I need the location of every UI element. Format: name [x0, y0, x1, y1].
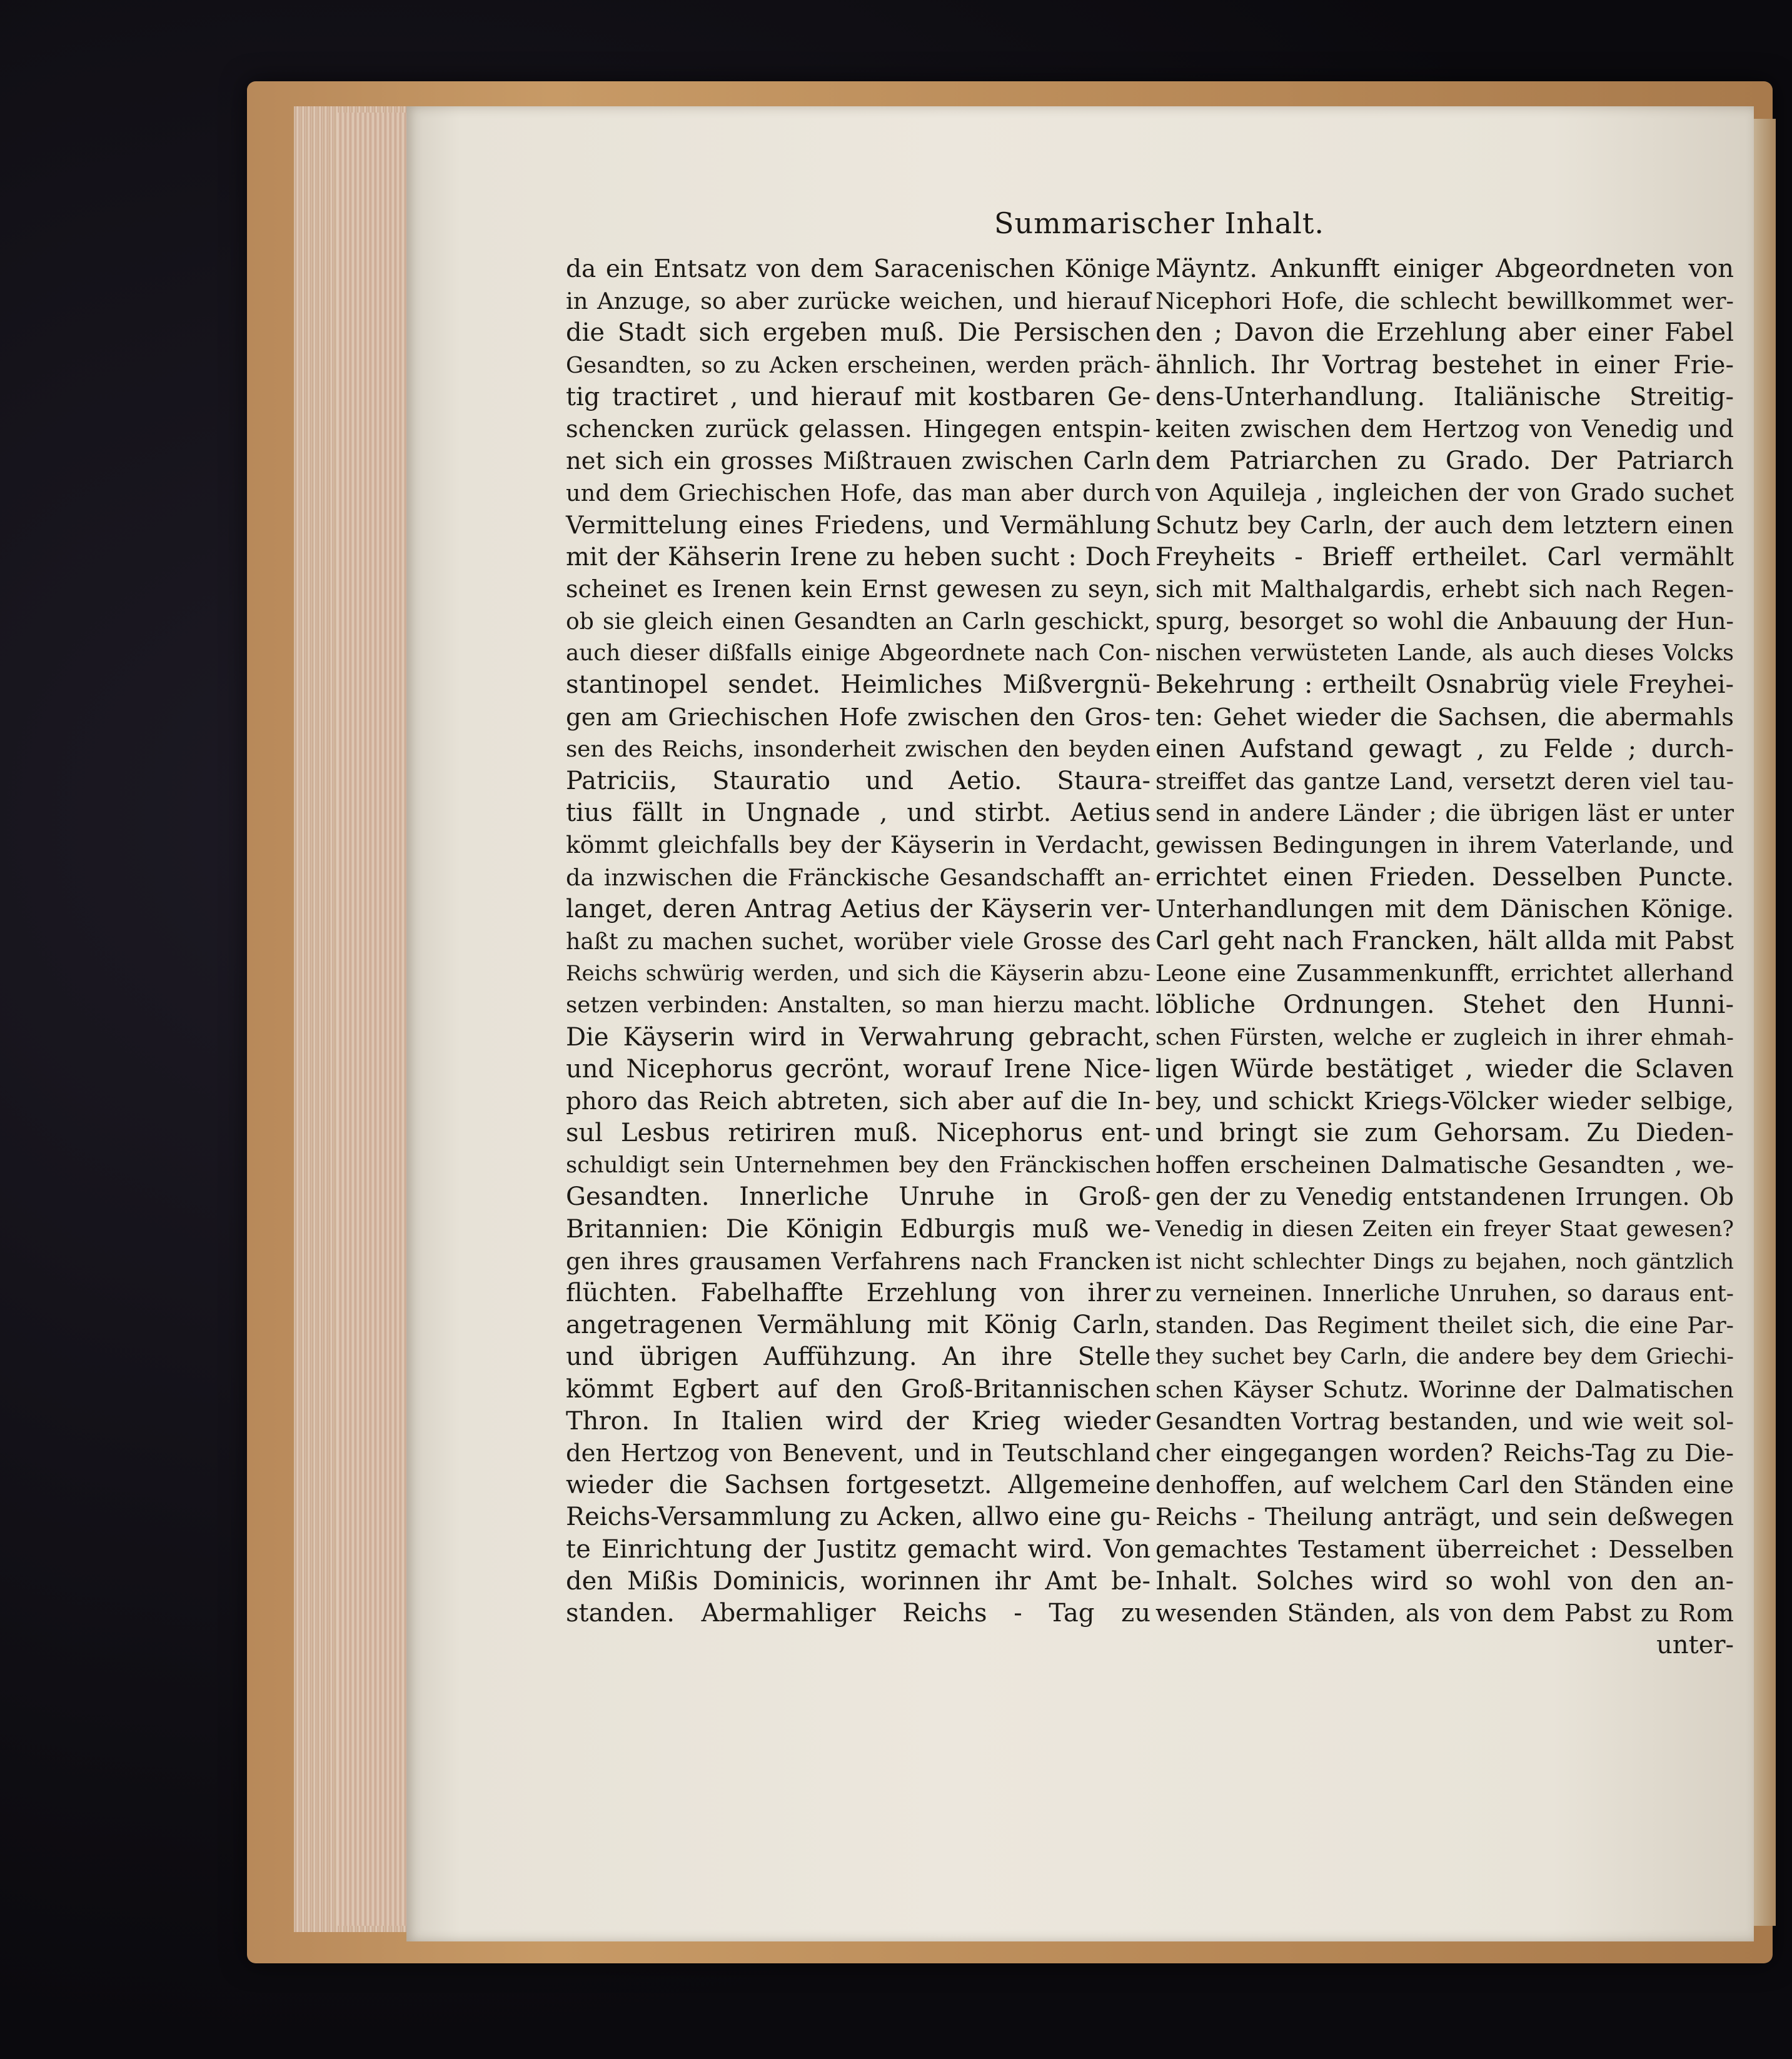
text-line: und übrigen Auffühzung. An ihre Stelle: [566, 1342, 1150, 1372]
text-line: streiffet das gantze Land, versetzt deren viel tau-: [1155, 768, 1734, 795]
text-line: gen der zu Venedig entstandenen Irrungen. Ob: [1155, 1183, 1734, 1211]
text-line: ligen Würde bestätiget , wieder die Sclaven: [1155, 1054, 1734, 1084]
text-line: von Aquileja , ingleichen der von Grado suchet: [1155, 479, 1734, 507]
text-line: gewissen Bedingungen in ihrem Vaterlande, und: [1155, 832, 1734, 859]
text-line: Patriciis, Stauratio und Aetio. Staura-: [566, 767, 1150, 795]
text-line: tius fällt in Ungnade , und stirbt. Aetius: [566, 798, 1150, 828]
text-line: angetragenen Vermählung mit König Carln,: [566, 1311, 1150, 1340]
text-line: schuldigt sein Unternehmen bey den Fränckischen: [566, 1152, 1150, 1179]
text-line: denhoffen, auf welchem Carl den Ständen eine: [1155, 1471, 1734, 1499]
text-line: bey, und schickt Kriegs-Völcker wieder selbige,: [1155, 1087, 1734, 1115]
text-line: sul Lesbus retiriren muß. Nicephorus ent-: [566, 1119, 1150, 1148]
text-line: Mäyntz. Ankunfft einiger Abgeordneten von: [1155, 254, 1734, 283]
text-line: Leone eine Zusammenkunfft, errichtet allerhand: [1155, 960, 1734, 987]
text-line: te Einrichtung der Justitz gemacht wird. Von: [566, 1534, 1150, 1564]
text-line: Bekehrung : ertheilt Osnabrüg viele Freyhei-: [1155, 670, 1734, 700]
text-line: Thron. In Italien wird der Krieg wieder: [566, 1406, 1150, 1436]
text-line: die Stadt sich ergeben muß. Die Persischen: [566, 318, 1150, 348]
text-line: da ein Entsatz von dem Saracenischen Könige: [566, 255, 1150, 283]
text-line: auch dieser dißfalls einige Abgeordnete nach Con-: [566, 640, 1150, 667]
text-line: standen. Das Regiment theilet sich, die eine Par-: [1155, 1312, 1734, 1339]
text-line: standen. Abermahliger Reichs - Tag zu: [566, 1598, 1150, 1628]
text-line: flüchten. Fabelhaffte Erzehlung von ihrer: [566, 1279, 1150, 1307]
text-line: hoffen erscheinen Dalmatische Gesandten , we-: [1155, 1151, 1734, 1179]
text-line: setzen verbinden: Anstalten, so man hierzu macht.: [566, 992, 1150, 1019]
text-line: Gesandten, so zu Acken erscheinen, werden präch-: [566, 352, 1150, 378]
text-line: einen Aufstand gewagt , zu Felde ; durch-: [1155, 734, 1734, 763]
text-line: sich mit Malthalgardis, erhebt sich nach Regen-: [1155, 575, 1734, 603]
text-line: Gesandten Vortrag bestanden, und wie weit sol-: [1155, 1407, 1734, 1435]
text-line: Inhalt. Solches wird so wohl von den an-: [1155, 1566, 1734, 1596]
text-line: kömmt Egbert auf den Groß-Britannischen: [566, 1374, 1150, 1404]
text-line: stantinopel sendet. Heimliches Mißvergnü-: [566, 670, 1150, 700]
text-line: tig tractiret , und hierauf mit kostbaren Ge-: [566, 382, 1150, 411]
running-title: Summarischer Inhalt.: [994, 206, 1324, 240]
text-line: wieder die Sachsen fortgesetzt. Allgemeine: [566, 1471, 1150, 1500]
text-line: und dem Griechischen Hofe, das man aber durch: [566, 480, 1150, 507]
text-line: keiten zwischen dem Hertzog von Venedig und: [1155, 415, 1734, 443]
text-line: Unterhandlungen mit dem Dänischen Könige.: [1155, 895, 1734, 924]
text-line: net sich ein grosses Mißtrauen zwischen Carln: [566, 447, 1150, 476]
text-line: they suchet bey Carln, die andere bey dem Griechi-: [1155, 1344, 1734, 1370]
text-line: Schutz bey Carln, der auch dem letztern einen: [1155, 511, 1734, 540]
text-column-right: [1155, 253, 1734, 1661]
text-line: scheinet es Irenen kein Ernst gewesen zu seyn,: [566, 575, 1150, 603]
text-line: mit der Kähserin Irene zu heben sucht : Doch: [566, 542, 1150, 571]
text-line: dem Patriarchen zu Grado. Der Patriarch: [1155, 446, 1734, 476]
text-line: Freyheits - Brieff ertheilet. Carl vermählt: [1155, 542, 1734, 571]
text-line: schen Fürsten, welche er zugleich in ihrer ehmah-: [1155, 1024, 1734, 1050]
text-line: ähnlich. Ihr Vortrag bestehet in einer Frie-: [1155, 350, 1734, 380]
text-line: Vermittelung eines Friedens, und Vermählung: [566, 511, 1150, 540]
text-line: gemachtes Testament überreichet : Desselben: [1155, 1535, 1734, 1564]
text-line: wesenden Ständen, als von dem Pabst zu Rom: [1155, 1599, 1734, 1628]
text-line: Carl geht nach Francken, hält allda mit Pabst: [1155, 926, 1734, 955]
text-line: und Nicephorus gecrönt, worauf Irene Nice-: [566, 1054, 1150, 1084]
text-line: Reichs - Theilung anträgt, und sein deßwegen: [1155, 1503, 1734, 1532]
page-edges-inner: [338, 113, 406, 1926]
text-line: haßt zu machen suchet, worüber viele Grosse des: [566, 927, 1150, 955]
text-line: cher eingegangen worden? Reichs-Tag zu Die-: [1155, 1439, 1734, 1467]
text-line: gen ihres grausamen Verfahrens nach Francken: [566, 1247, 1150, 1275]
text-line: gen am Griechischen Hofe zwischen den Gros-: [566, 703, 1150, 732]
text-line: dens-Unterhandlung. Italiänische Streitig-: [1155, 382, 1734, 411]
text-line: den Mißis Dominicis, worinnen ihr Amt be-: [566, 1566, 1150, 1596]
text-line: Die Käyserin wird in Verwahrung gebracht,: [566, 1022, 1150, 1052]
text-line: Britannien: Die Königin Edburgis muß we-: [566, 1214, 1150, 1244]
text-line: nischen verwüsteten Lande, als auch dieses Volcks: [1155, 640, 1734, 667]
text-line: schen Käyser Schutz. Worinne der Dalmatischen: [1155, 1376, 1734, 1403]
text-line: löbliche Ordnungen. Stehet den Hunni-: [1155, 990, 1734, 1020]
text-line: schencken zurück gelassen. Hingegen entspin-: [566, 415, 1150, 443]
text-line: Reichs-Versammlung zu Acken, allwo eine gu-: [566, 1503, 1150, 1532]
text-line: langet, deren Antrag Aetius der Käyserin ver-: [566, 894, 1150, 924]
text-line: da inzwischen die Fränckische Gesandschafft an-: [566, 863, 1150, 891]
catchword: unter-: [1656, 1631, 1734, 1660]
text-line: ob sie gleich einen Gesandten an Carln geschickt,: [566, 608, 1150, 635]
text-line: kömmt gleichfalls bey der Käyserin in Verdacht,: [566, 831, 1150, 859]
cover-edge-right: [1751, 119, 1776, 1926]
text-line: phoro das Reich abtreten, sich aber auf die In-: [566, 1087, 1150, 1115]
text-line: ist nicht schlechter Dings zu bejahen, noch gäntzlich: [1155, 1249, 1734, 1274]
text-line: errichtet einen Frieden. Desselben Puncte.: [1155, 862, 1734, 892]
text-line: ten: Gehet wieder die Sachsen, die abermahls: [1155, 703, 1734, 732]
text-line: und bringt sie zum Gehorsam. Zu Dieden-: [1155, 1119, 1734, 1148]
text-line: sen des Reichs, insonderheit zwischen den beyden: [566, 736, 1150, 762]
text-line: den ; Davon die Erzehlung aber einer Fabel: [1155, 318, 1734, 348]
text-line: send in andere Länder ; die übrigen läst er unter: [1155, 800, 1734, 827]
text-line: in Anzuge, so aber zurücke weichen, und hierauf: [566, 288, 1150, 315]
text-line: den Hertzog von Benevent, und in Teutschland: [566, 1439, 1150, 1467]
text-line: Venedig in diesen Zeiten ein freyer Staat gewesen?: [1155, 1216, 1734, 1242]
text-line: zu verneinen. Innerliche Unruhen, so daraus ent-: [1155, 1280, 1734, 1307]
text-line: Reichs schwürig werden, und sich die Käyserin abzu-: [566, 961, 1150, 986]
text-line: spurg, besorget so wohl die Anbauung der Hun-: [1155, 608, 1734, 635]
text-line: Nicephori Hofe, die schlecht bewillkommet wer-: [1155, 288, 1734, 315]
text-column-left: [566, 253, 1150, 1629]
text-line: Gesandten. Innerliche Unruhe in Groß-: [566, 1182, 1150, 1212]
